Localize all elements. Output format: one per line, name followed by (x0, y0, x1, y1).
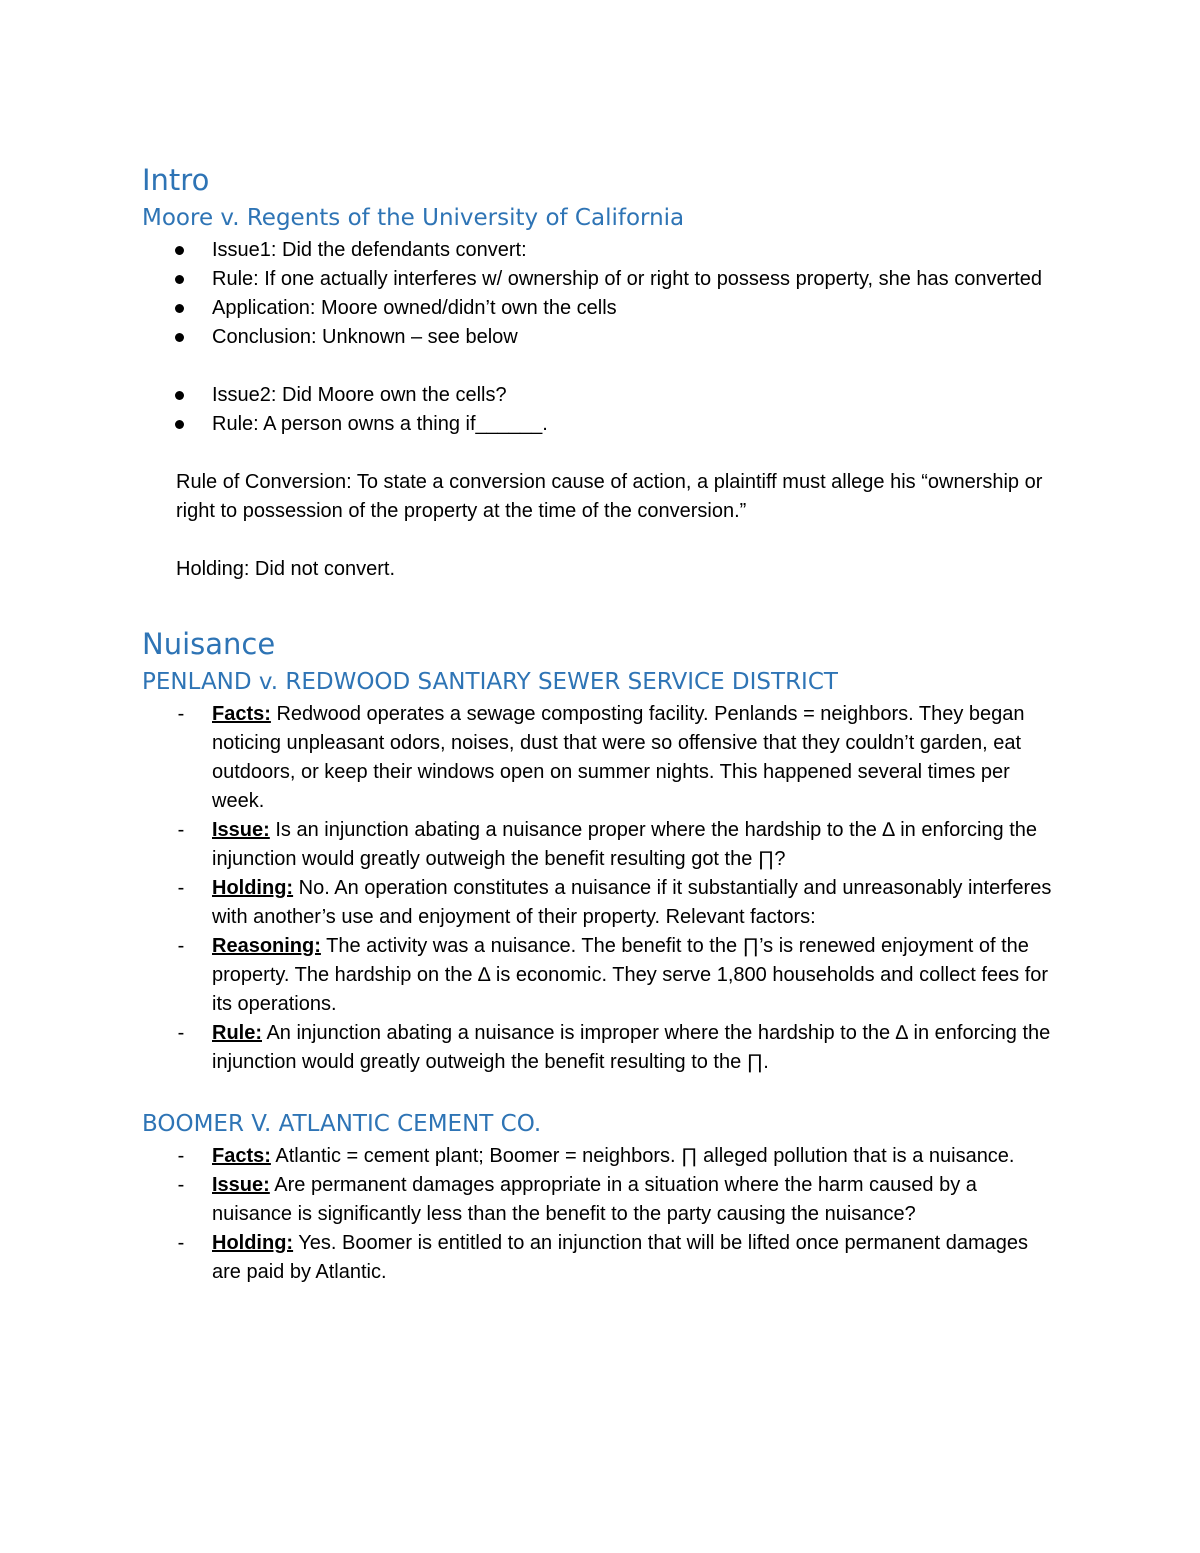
holding-paragraph: Holding: Did not convert. (176, 558, 396, 580)
list-item: - Facts: Redwood operates a sewage composting facility. Penlands = neighbors. They began noticing unpleasant odors, noises, dust that were so offensive that they couldn’t garden, eat outdoors, or keep their windows open on summer nights. This happened several times per week. (142, 700, 1072, 816)
list-item: Conclusion: Unknown – see below (142, 323, 1072, 352)
moore-case-title: Moore v. Regents of the University of California (142, 205, 685, 231)
item-label: Holding: (212, 877, 294, 899)
boomer-list (142, 1142, 1072, 1287)
item-label: Issue: (212, 1174, 270, 1196)
item-label: Rule: (212, 1022, 262, 1044)
list-item: - Holding: No. An operation constitutes a nuisance if it substantially and unreasonably interferes with another’s use and enjoyment of their property. Relevant factors: (142, 874, 1072, 932)
dash-marker: - (177, 877, 185, 899)
bullet-icon (175, 333, 184, 342)
dash-marker: - (177, 1174, 185, 1196)
list-item: Application: Moore owned/didn’t own the cells (142, 294, 1072, 323)
spacer (142, 526, 1072, 555)
list-item: Rule: A person owns a thing if______. (142, 410, 1072, 439)
bullet-icon (175, 304, 184, 313)
rule-of-conversion-paragraph: Rule of Conversion: To state a conversion cause of action, a plaintiff must allege his “ownership or right to possession of the property at the time of the conversion.” (176, 471, 1043, 522)
list-item: - Reasoning: The activity was a nuisance. The benefit to the ∏’s is renewed enjoyment of the property. The hardship on the ∆ is economic. They serve 1,800 households and collect fees for its operations. (142, 932, 1072, 1019)
bullet-icon (175, 420, 184, 429)
item-label: Issue: (212, 819, 270, 841)
penland-case-title: PENLAND v. REDWOOD SANTIARY SEWER SERVICE DISTRICT (142, 669, 838, 695)
dash-marker: - (177, 1145, 185, 1167)
list-item: - Issue: Is an injunction abating a nuisance proper where the hardship to the ∆ in enforcing the injunction would greatly outweigh the benefit resulting got the ∏? (142, 816, 1072, 874)
dash-marker: - (177, 703, 185, 725)
dash-marker: - (177, 1232, 185, 1254)
penland-list (142, 700, 1072, 1077)
dash-marker: - (177, 819, 185, 841)
list-item: - Facts: Atlantic = cement plant; Boomer = neighbors. ∏ alleged pollution that is a nuisance. (142, 1142, 1072, 1171)
bullet-icon (175, 246, 184, 255)
list-item: Issue2: Did Moore own the cells? (142, 381, 1072, 410)
item-label: Reasoning: (212, 935, 321, 957)
item-label: Holding: (212, 1232, 294, 1254)
list-item: - Issue: Are permanent damages appropriate in a situation where the harm caused by a nuisance is significantly less than the benefit to the party causing the nuisance? (142, 1171, 1072, 1229)
bullet-icon (175, 391, 184, 400)
item-label: Facts: (212, 703, 271, 725)
bullet-icon (175, 275, 184, 284)
spacer (142, 584, 1072, 624)
list-item: - Rule: An injunction abating a nuisance is improper where the hardship to the ∆ in enforcing the injunction would greatly outweigh the benefit resulting to the ∏. (142, 1019, 1072, 1077)
intro-heading: Intro (142, 163, 210, 197)
moore-bullet-list-2 (142, 381, 1072, 439)
list-item: Issue1: Did the defendants convert: (142, 236, 1072, 265)
spacer (142, 439, 1072, 468)
nuisance-heading: Nuisance (142, 627, 276, 661)
spacer (142, 352, 1072, 381)
item-label: Facts: (212, 1145, 271, 1167)
spacer (142, 1077, 1072, 1106)
moore-bullet-list-1 (142, 236, 1072, 352)
list-item: Rule: If one actually interferes w/ ownership of or right to possess property, she has converted (142, 265, 1072, 294)
dash-marker: - (177, 1022, 185, 1044)
document-page (142, 160, 1072, 1287)
dash-marker: - (177, 935, 185, 957)
list-item: - Holding: Yes. Boomer is entitled to an injunction that will be lifted once permanent damages are paid by Atlantic. (142, 1229, 1072, 1287)
boomer-case-title: BOOMER V. ATLANTIC CEMENT CO. (142, 1111, 542, 1137)
